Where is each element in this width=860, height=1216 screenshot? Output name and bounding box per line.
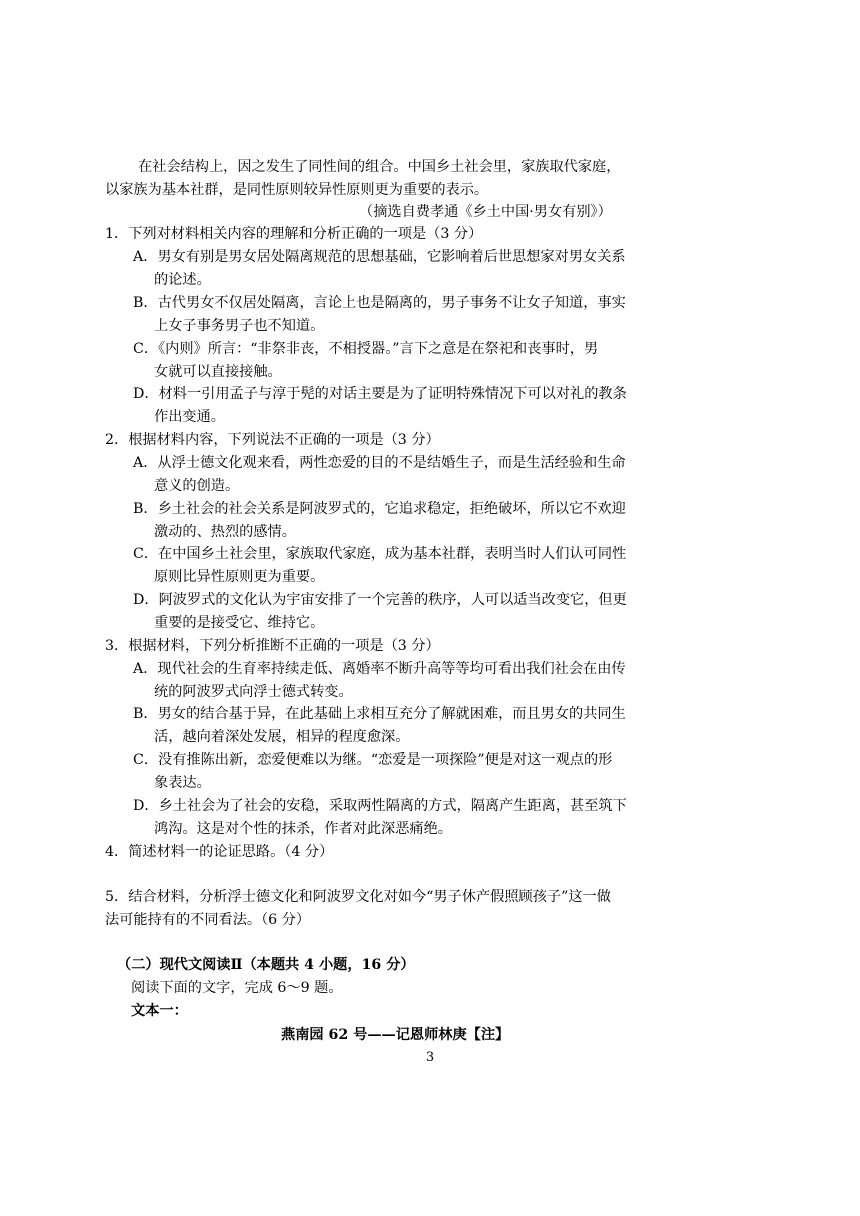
q1-option-c-cont: 女就可以直接接触。 xyxy=(154,364,282,380)
page-number: 3 xyxy=(425,1050,435,1065)
q1-option-b-cont: 上女子事务男子也不知道。 xyxy=(154,318,325,334)
question-4-stem: 4．简述材料一的论证思路。（4 分） xyxy=(105,844,334,860)
question-3-stem: 3．根据材料，下列分析推断不正确的一项是（3 分） xyxy=(105,638,440,654)
q2-option-b: B．乡土社会的社会关系是阿波罗式的，它追求稳定，拒绝破坏，所以它不欢迎 xyxy=(133,501,626,517)
q1-option-d-cont: 作出变通。 xyxy=(154,409,225,425)
q2-option-b-cont: 激动的、热烈的感情。 xyxy=(154,524,296,540)
q2-option-c: C．在中国乡土社会里，家族取代家庭，成为基本社群，表明当时人们认可同性 xyxy=(133,546,627,562)
q3-option-b: B．男女的结合基于异，在此基础上求相互充分了解就困难，而且男女的共同生 xyxy=(133,706,626,722)
article-title: 燕南园 62 号——记恩师林庚【注】 xyxy=(281,1027,510,1043)
q1-option-b: B．古代男女不仅居处隔离，言论上也是隔离的，男子事务不让女子知道，事实 xyxy=(133,295,626,311)
q2-option-c-cont: 原则比异性原则更为重要。 xyxy=(154,569,325,585)
q3-option-a: A．现代社会的生育率持续走低、离婚率不断升高等等均可看出我们社会在由传 xyxy=(133,661,626,677)
source-citation: （摘选自费孝通《乡土中国·男女有别》） xyxy=(359,204,612,220)
q2-option-a: A．从浮士德文化观来看，两性恋爱的目的不是结婚生子，而是生活经验和生命 xyxy=(133,455,626,471)
q3-option-b-cont: 活，越向着深处发展，相异的程度愈深。 xyxy=(154,729,410,745)
q2-option-d-cont: 重要的是接受它、维持它。 xyxy=(154,615,325,631)
text-label: 文本一： xyxy=(131,1003,188,1019)
q2-option-d: D．阿波罗式的文化认为宇宙安排了一个完善的秩序，人可以适当改变它，但更 xyxy=(133,592,627,608)
section-heading: （二）现代文阅读Ⅱ（本题共 4 小题，16 分） xyxy=(117,957,415,973)
q3-option-d-cont: 鸿沟。这是对个性的抹杀，作者对此深恶痛绝。 xyxy=(154,821,452,837)
q1-option-a: A．男女有别是男女居处隔离规范的思想基础，它影响着后世思想家对男女关系 xyxy=(133,249,626,265)
question-2-stem: 2．根据材料内容，下列说法不正确的一项是（3 分） xyxy=(105,432,440,448)
q1-option-c: C．《内则》所言：“非祭非丧，不相授器。”言下之意是在祭祀和丧事时，男 xyxy=(133,341,599,357)
section-instruction: 阅读下面的文字，完成 6～9 题。 xyxy=(131,980,343,996)
intro-line-1: 在社会结构上，因之发生了同性间的组合。中国乡土社会里，家族取代家庭， xyxy=(138,159,621,175)
q3-option-d: D．乡土社会为了社会的安稳，采取两性隔离的方式，隔离产生距离，甚至筑下 xyxy=(133,798,627,814)
q1-option-a-cont: 的论述。 xyxy=(154,272,211,288)
q3-option-a-cont: 统的阿波罗式向浮士德式转变。 xyxy=(154,684,353,700)
question-5-line-1: 5．结合材料，分析浮士德文化和阿波罗文化对如今“男子休产假照顾孩子”这一做 xyxy=(105,889,611,905)
q3-option-c-cont: 象表达。 xyxy=(154,775,211,791)
question-5-line-2: 法可能持有的不同看法。（6 分） xyxy=(105,912,311,928)
question-1-stem: 1．下列对材料相关内容的理解和分析正确的一项是（3 分） xyxy=(105,226,483,242)
q2-option-a-cont: 意义的创造。 xyxy=(154,478,240,494)
intro-line-2: 以家族为基本社群，是同性原则较异性原则更为重要的表示。 xyxy=(105,182,489,198)
q1-option-d: D．材料一引用孟子与淳于髡的对话主要是为了证明特殊情况下可以对礼的教条 xyxy=(133,386,627,402)
q3-option-c: C．没有推陈出新，恋爱便难以为继。“恋爱是一项探险”便是对这一观点的形 xyxy=(133,752,613,768)
